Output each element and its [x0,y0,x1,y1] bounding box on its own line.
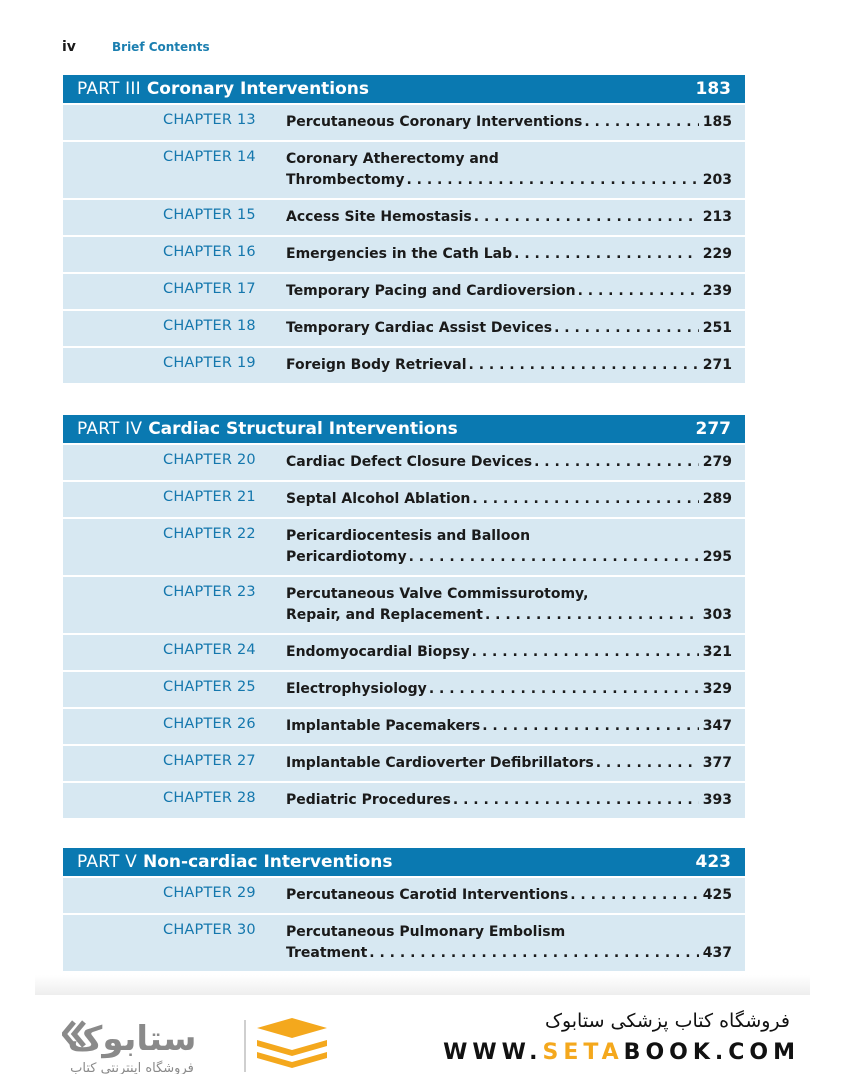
part-section [63,415,745,818]
chapter-row[interactable] [63,707,745,744]
chapter-row[interactable] [63,913,745,971]
dot-leader [594,753,699,774]
chapter-title-line: Percutaneous Coronary Interventions [286,114,583,130]
chapter-title [286,318,732,339]
running-title: Brief Contents [112,40,210,54]
chapter-title [286,112,732,133]
chapter-page-number: 295 [702,549,732,565]
dot-leader [427,679,699,700]
chapter-label: CHAPTER 15 [163,207,256,223]
chapter-label: CHAPTER 16 [163,244,256,260]
chapter-title-line: Implantable Pacemakers [286,718,481,734]
chapter-title [286,489,732,510]
chapter-label: CHAPTER 28 [163,790,256,806]
chapter-row[interactable] [63,140,745,198]
chapter-page-number: 329 [702,681,732,697]
page-number: iv [62,39,76,55]
running-head [62,39,210,59]
chapter-label: CHAPTER 24 [163,642,256,658]
chapter-page-number: 425 [702,887,732,903]
chapter-title-line: Pericardiocentesis and Balloon [286,528,531,544]
dot-leader [467,355,699,376]
chapter-label: CHAPTER 14 [163,149,256,165]
chapter-title-line: Percutaneous Pulmonary Embolism [286,924,566,940]
part-section [63,75,745,383]
chapter-title-line: Treatment [286,945,368,961]
chapter-label: CHAPTER 27 [163,753,256,769]
url-prefix: WWW. [443,1040,543,1065]
chapter-title [286,922,732,964]
chapter-page-number: 393 [702,792,732,808]
chapter-page-number: 213 [702,209,732,225]
chapter-row[interactable] [63,633,745,670]
chapter-title [286,584,732,626]
chapter-row[interactable] [63,744,745,781]
chapter-label: CHAPTER 13 [163,112,256,128]
chapter-title [286,149,732,191]
chapter-title [286,885,732,906]
page-bottom-edge [35,975,810,995]
chapter-title-line: Temporary Cardiac Assist Devices [286,320,553,336]
chapter-page-number: 239 [702,283,732,299]
chapter-page-number: 321 [702,644,732,660]
chapter-row[interactable] [63,272,745,309]
chapter-row[interactable] [63,781,745,818]
chapter-title-line: Percutaneous Valve Commissurotomy, [286,586,589,602]
chapter-label: CHAPTER 20 [163,452,256,468]
chapter-page-number: 377 [702,755,732,771]
chapter-title-line: Coronary Atherectomy and [286,151,499,167]
chapter-row[interactable] [63,346,745,383]
chapter-title-line: Repair, and Replacement [286,607,483,623]
chapter-title [286,716,732,737]
dot-leader [470,642,699,663]
dot-leader [532,452,699,473]
chapter-title [286,753,732,774]
part-header[interactable] [63,848,745,876]
shop-url [430,1040,800,1065]
chapter-title [286,679,732,700]
part-title: Non-cardiac Interventions [143,852,393,872]
book-stack-icon [257,1018,327,1068]
chapter-title-line: Implantable Cardioverter Defibrillators [286,755,594,771]
dot-leader [582,112,698,133]
dot-leader [568,885,699,906]
url-suffix: BOOK.COM [623,1040,800,1065]
chapter-label: CHAPTER 17 [163,281,256,297]
setabook-logo [62,1014,332,1074]
part-label: PART IV [77,419,143,439]
chapter-row[interactable] [63,198,745,235]
chapter-title [286,526,732,568]
chapter-label: CHAPTER 22 [163,526,256,542]
chapter-label: CHAPTER 26 [163,716,256,732]
chapter-title-line: Thrombectomy [286,172,405,188]
chapter-title [286,452,732,473]
dot-leader [472,207,699,228]
chapter-row[interactable] [63,876,745,913]
dot-leader [483,605,699,626]
chapter-label: CHAPTER 21 [163,489,256,505]
part-label: PART V [77,852,137,872]
chapter-page-number: 271 [702,357,732,373]
chapter-label: CHAPTER 25 [163,679,256,695]
chapter-label: CHAPTER 19 [163,355,256,371]
part-label: PART III [77,79,141,99]
chapter-row[interactable] [63,235,745,272]
chapter-page-number: 279 [702,454,732,470]
part-page: 423 [695,852,731,872]
part-page: 183 [695,79,731,99]
chapter-row[interactable] [63,443,745,480]
chapter-row[interactable] [63,309,745,346]
chapter-label: CHAPTER 29 [163,885,256,901]
part-title: Cardiac Structural Interventions [148,419,458,439]
dot-leader [407,547,699,568]
chapter-title-line: Access Site Hemostasis [286,209,472,225]
chapter-label: CHAPTER 30 [163,922,256,938]
chapter-title [286,355,732,376]
dot-leader [576,281,699,302]
chapter-row[interactable] [63,517,745,575]
logo-tagline: فروشگاه اینترنتی کتاب [70,1061,194,1074]
chapter-title-line: Foreign Body Retrieval [286,357,467,373]
dot-leader [512,244,699,265]
dot-leader [451,790,699,811]
dot-leader [470,489,698,510]
chapter-row[interactable] [63,103,745,140]
chapter-label: CHAPTER 18 [163,318,256,334]
chapter-title-line: Endomyocardial Biopsy [286,644,470,660]
part-header[interactable] [63,75,745,103]
chapter-row[interactable] [63,670,745,707]
chapter-title-line: Emergencies in the Cath Lab [286,246,513,262]
chapter-page-number: 303 [702,607,732,623]
chapter-title [286,207,732,228]
chapter-title-line: Percutaneous Carotid Interventions [286,887,569,903]
chapter-title-line: Cardiac Defect Closure Devices [286,454,533,470]
chapter-page-number: 289 [702,491,732,507]
chapter-page-number: 437 [702,945,732,961]
chapter-row[interactable] [63,575,745,633]
chapter-label: CHAPTER 23 [163,584,256,600]
chapter-page-number: 203 [702,172,732,188]
chapter-page-number: 251 [702,320,732,336]
chapter-title [286,642,732,663]
chapter-title-line: Pericardiotomy [286,549,407,565]
dot-leader [367,943,698,964]
chapter-title [286,281,732,302]
dot-leader [404,170,698,191]
chapter-title-line: Temporary Pacing and Cardioversion [286,283,576,299]
chapter-row[interactable] [63,480,745,517]
part-section [63,848,745,971]
url-accent: SETA [542,1040,624,1065]
dot-leader [480,716,699,737]
chapter-title-line: Septal Alcohol Ablation [286,491,471,507]
chapter-page-number: 185 [702,114,732,130]
chapter-title-line: Pediatric Procedures [286,792,451,808]
chapter-page-number: 347 [702,718,732,734]
dot-leader [552,318,699,339]
chapter-title [286,244,732,265]
shop-name: فروشگاه کتاب پزشکی ستابوک [544,1010,790,1032]
part-page: 277 [695,419,731,439]
chapter-title-line: Electrophysiology [286,681,427,697]
part-title: Coronary Interventions [146,79,370,99]
chapter-title [286,790,732,811]
logo-wordmark: ستابوک [67,1019,197,1059]
chapter-page-number: 229 [702,246,732,262]
part-header[interactable] [63,415,745,443]
